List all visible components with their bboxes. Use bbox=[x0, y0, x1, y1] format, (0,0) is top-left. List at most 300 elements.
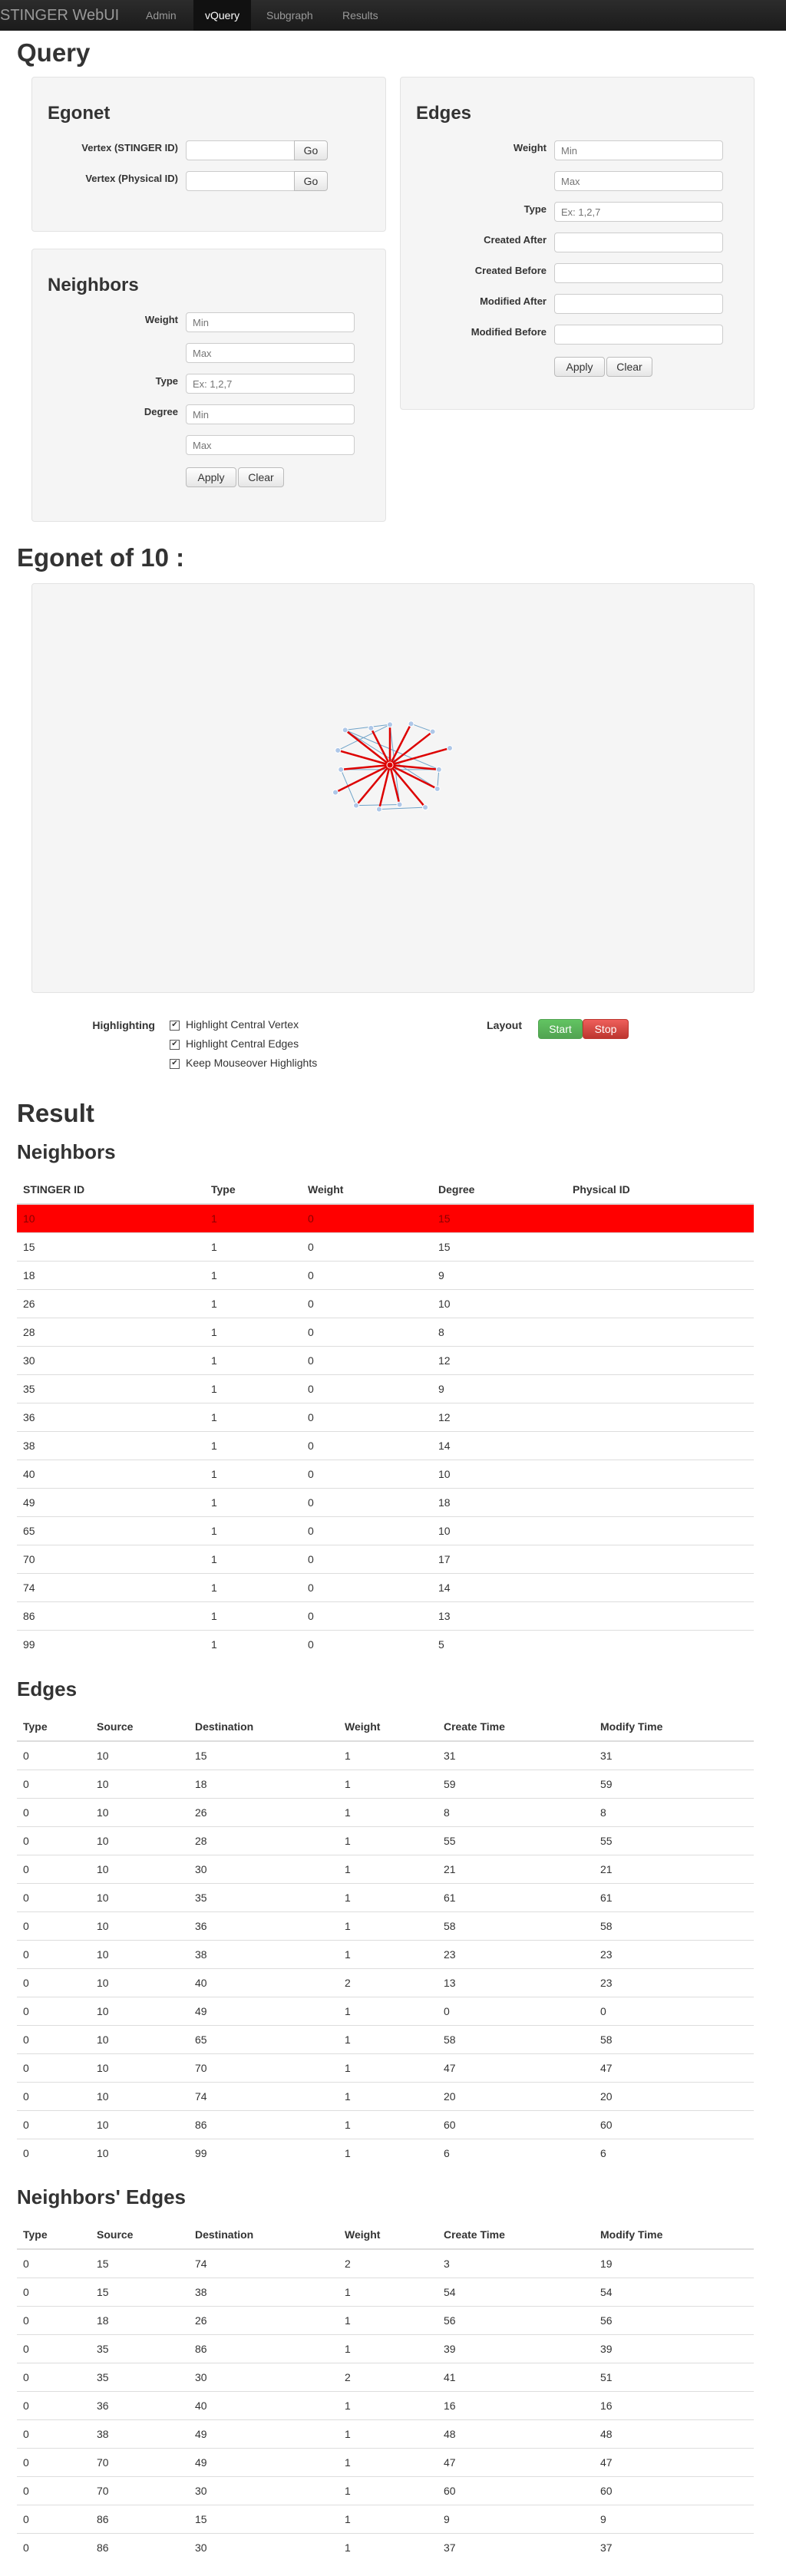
table-cell: 56 bbox=[438, 2307, 594, 2335]
highlighting-label: Highlighting bbox=[92, 1019, 155, 1031]
table-cell: 1 bbox=[339, 2335, 438, 2363]
table-cell: 65 bbox=[189, 2026, 339, 2054]
table-cell: 0 bbox=[302, 1233, 432, 1262]
table-cell: 36 bbox=[17, 1403, 205, 1432]
table-row[interactable] bbox=[17, 1517, 754, 1545]
table-cell: 1 bbox=[339, 2054, 438, 2083]
table-cell: 10 bbox=[91, 1912, 189, 1941]
table-cell: 0 bbox=[17, 2054, 91, 2083]
table-cell: 1 bbox=[339, 1770, 438, 1799]
created-before-label: Created Before bbox=[474, 265, 547, 276]
table-cell bbox=[566, 1375, 754, 1403]
table-cell: 0 bbox=[17, 2363, 91, 2392]
table-row[interactable] bbox=[17, 2420, 754, 2449]
neighbors-filter-title: Neighbors bbox=[48, 275, 139, 295]
table-row[interactable] bbox=[17, 2534, 754, 2562]
table-cell: 0 bbox=[17, 2083, 91, 2111]
table-cell: 1 bbox=[339, 2420, 438, 2449]
table-cell: 14 bbox=[432, 1432, 566, 1460]
table-cell: 26 bbox=[189, 1799, 339, 1827]
table-cell: 1 bbox=[339, 1884, 438, 1912]
column-header: Modify Time bbox=[594, 1713, 754, 1741]
edges-clear-button[interactable]: Clear bbox=[606, 357, 652, 377]
table-cell: 40 bbox=[189, 1969, 339, 1997]
column-header: Modify Time bbox=[594, 2221, 754, 2249]
column-header: Destination bbox=[189, 2221, 339, 2249]
table-row[interactable] bbox=[17, 1233, 754, 1262]
graph-node[interactable] bbox=[408, 721, 414, 727]
edges-filter-panel bbox=[400, 77, 755, 410]
table-cell: 16 bbox=[438, 2392, 594, 2420]
graph-node[interactable] bbox=[447, 745, 452, 750]
table-cell: 10 bbox=[91, 1884, 189, 1912]
edges-apply-button[interactable]: Apply bbox=[554, 357, 605, 377]
table-cell bbox=[566, 1574, 754, 1602]
table-row[interactable] bbox=[17, 1262, 754, 1290]
table-cell: 1 bbox=[339, 2026, 438, 2054]
table-cell: 18 bbox=[91, 2307, 189, 2335]
layout-start-button[interactable]: Start bbox=[538, 1019, 583, 1039]
created-before-input[interactable] bbox=[554, 263, 723, 283]
table-cell: 21 bbox=[438, 1855, 594, 1884]
table-row[interactable] bbox=[17, 2139, 754, 2168]
neighbors-degree-label: Degree bbox=[144, 406, 178, 417]
table-cell: 31 bbox=[438, 1741, 594, 1770]
table-cell: 0 bbox=[17, 1827, 91, 1855]
edges-weight-min-input[interactable] bbox=[554, 140, 723, 160]
modified-after-label: Modified After bbox=[480, 295, 547, 307]
nav-item-admin[interactable]: Admin bbox=[146, 9, 177, 21]
result-title: Result bbox=[17, 1099, 94, 1127]
edges-type-label: Type bbox=[523, 203, 547, 215]
vertex-stinger-go-button[interactable]: Go bbox=[294, 140, 328, 160]
table-cell: 10 bbox=[91, 1855, 189, 1884]
table-cell bbox=[566, 1602, 754, 1631]
table-cell: 26 bbox=[17, 1290, 205, 1318]
table-row[interactable] bbox=[17, 2505, 754, 2534]
table-cell: 60 bbox=[438, 2477, 594, 2505]
neighbors-type-label: Type bbox=[155, 375, 178, 387]
table-cell: 86 bbox=[91, 2534, 189, 2562]
neighbors-type-input[interactable] bbox=[186, 374, 355, 394]
table-cell: 74 bbox=[189, 2249, 339, 2278]
table-cell: 17 bbox=[432, 1545, 566, 1574]
table-row[interactable] bbox=[17, 2111, 754, 2139]
table-cell: 10 bbox=[91, 2083, 189, 2111]
table-row[interactable] bbox=[17, 1290, 754, 1318]
table-cell: 5 bbox=[432, 1631, 566, 1659]
table-row[interactable] bbox=[17, 1318, 754, 1347]
table-cell: 1 bbox=[205, 1290, 302, 1318]
table-cell: 1 bbox=[339, 1855, 438, 1884]
table-cell: 1 bbox=[339, 2278, 438, 2307]
graph-node[interactable] bbox=[353, 803, 358, 808]
table-cell: 30 bbox=[189, 2477, 339, 2505]
column-header: Create Time bbox=[438, 2221, 594, 2249]
vertex-physical-go-button[interactable]: Go bbox=[294, 171, 328, 191]
table-row[interactable] bbox=[17, 1432, 754, 1460]
table-row[interactable] bbox=[17, 1941, 754, 1969]
table-cell: 10 bbox=[432, 1290, 566, 1318]
neighbors-edges-result-title: Neighbors' Edges bbox=[17, 2185, 186, 2208]
table-row[interactable] bbox=[17, 2026, 754, 2054]
table-cell: 15 bbox=[432, 1233, 566, 1262]
table-row[interactable] bbox=[17, 2477, 754, 2505]
table-cell: 0 bbox=[17, 2335, 91, 2363]
table-cell: 70 bbox=[17, 1545, 205, 1574]
table-row[interactable] bbox=[17, 1741, 754, 1770]
created-after-label: Created After bbox=[484, 234, 547, 246]
central-edge bbox=[390, 731, 433, 765]
graph-canvas[interactable] bbox=[31, 583, 755, 993]
edges-weight-max-input[interactable] bbox=[554, 171, 723, 191]
table-row[interactable] bbox=[17, 2363, 754, 2392]
table-row[interactable] bbox=[17, 2335, 754, 2363]
table-cell: 0 bbox=[17, 2477, 91, 2505]
table-row[interactable] bbox=[17, 1884, 754, 1912]
table-cell: 74 bbox=[189, 2083, 339, 2111]
table-cell: 28 bbox=[17, 1318, 205, 1347]
table-cell: 9 bbox=[594, 2505, 754, 2534]
table-cell: 23 bbox=[438, 1941, 594, 1969]
table-cell: 1 bbox=[339, 2534, 438, 2562]
table-cell: 86 bbox=[189, 2335, 339, 2363]
table-cell: 1 bbox=[205, 1489, 302, 1517]
option-label: Highlight Central Vertex bbox=[186, 1018, 299, 1031]
table-cell: 60 bbox=[438, 2111, 594, 2139]
checkbox-icon[interactable]: ✔ bbox=[170, 1021, 180, 1031]
table-cell: 0 bbox=[17, 1969, 91, 1997]
graph-node[interactable] bbox=[339, 767, 344, 772]
table-cell: 40 bbox=[17, 1460, 205, 1489]
table-cell: 1 bbox=[339, 2111, 438, 2139]
table-cell: 10 bbox=[91, 1741, 189, 1770]
table-row[interactable] bbox=[17, 1347, 754, 1375]
table-cell: 19 bbox=[594, 2249, 754, 2278]
table-cell: 9 bbox=[438, 2505, 594, 2534]
modified-before-input[interactable] bbox=[554, 325, 723, 345]
query-title: Query bbox=[17, 38, 91, 67]
table-cell: 0 bbox=[17, 2420, 91, 2449]
table-row[interactable] bbox=[17, 1855, 754, 1884]
neighbors-clear-button[interactable]: Clear bbox=[238, 467, 284, 487]
table-cell: 0 bbox=[302, 1602, 432, 1631]
table-cell: 59 bbox=[594, 1770, 754, 1799]
table-cell: 38 bbox=[189, 1941, 339, 1969]
keep-mouseover-highlights-option[interactable] bbox=[170, 1057, 317, 1069]
table-row[interactable] bbox=[17, 1799, 754, 1827]
neighbors-apply-button[interactable]: Apply bbox=[186, 467, 236, 487]
table-row[interactable] bbox=[17, 1375, 754, 1403]
table-cell: 1 bbox=[339, 2477, 438, 2505]
navbar bbox=[0, 0, 786, 31]
table-cell: 65 bbox=[17, 1517, 205, 1545]
graph-node[interactable] bbox=[376, 806, 381, 812]
vertex-physical-label: Vertex (Physical ID) bbox=[85, 173, 178, 184]
graph-node[interactable] bbox=[397, 802, 402, 807]
table-cell: 14 bbox=[432, 1574, 566, 1602]
table-cell: 0 bbox=[17, 1770, 91, 1799]
graph-node[interactable] bbox=[368, 725, 374, 731]
graph-node[interactable] bbox=[342, 727, 348, 733]
table-cell: 1 bbox=[339, 1827, 438, 1855]
table-row[interactable] bbox=[17, 2449, 754, 2477]
table-cell: 1 bbox=[205, 1517, 302, 1545]
table-cell: 47 bbox=[594, 2449, 754, 2477]
central-edge bbox=[338, 750, 390, 765]
table-cell: 0 bbox=[17, 1799, 91, 1827]
table-cell bbox=[566, 1403, 754, 1432]
table-cell: 0 bbox=[17, 2139, 91, 2168]
table-cell: 35 bbox=[189, 1884, 339, 1912]
table-row[interactable] bbox=[17, 2054, 754, 2083]
neighbors-weight-min-input[interactable] bbox=[186, 312, 355, 332]
table-cell: 0 bbox=[17, 2111, 91, 2139]
table-cell: 0 bbox=[302, 1489, 432, 1517]
neighbors-degree-max-input[interactable] bbox=[186, 435, 355, 455]
neighbors-result-title: Neighbors bbox=[17, 1140, 116, 1163]
vertex-stinger-input[interactable] bbox=[186, 140, 295, 160]
checkbox-icon[interactable]: ✔ bbox=[170, 1059, 180, 1069]
layout-stop-button[interactable]: Stop bbox=[583, 1019, 629, 1039]
neighbor-edge bbox=[379, 807, 425, 809]
table-row[interactable] bbox=[17, 2392, 754, 2420]
table-cell: 54 bbox=[438, 2278, 594, 2307]
table-cell: 18 bbox=[432, 1489, 566, 1517]
table-cell: 70 bbox=[189, 2054, 339, 2083]
table-cell: 0 bbox=[302, 1375, 432, 1403]
neighbor-edge bbox=[356, 805, 400, 806]
table-cell: 99 bbox=[17, 1631, 205, 1659]
graph-node[interactable] bbox=[436, 767, 441, 772]
table-cell: 0 bbox=[17, 1941, 91, 1969]
table-cell: 10 bbox=[91, 1997, 189, 2026]
table-cell: 9 bbox=[432, 1262, 566, 1290]
table-cell: 0 bbox=[17, 1912, 91, 1941]
column-header: STINGER ID bbox=[17, 1176, 205, 1204]
table-cell: 70 bbox=[91, 2477, 189, 2505]
created-after-input[interactable] bbox=[554, 233, 723, 252]
table-cell: 6 bbox=[594, 2139, 754, 2168]
table-cell: 38 bbox=[189, 2278, 339, 2307]
table-row[interactable] bbox=[17, 2083, 754, 2111]
neighbor-edge bbox=[411, 724, 433, 731]
table-cell: 30 bbox=[189, 1855, 339, 1884]
table-cell: 1 bbox=[339, 1941, 438, 1969]
table-cell: 2 bbox=[339, 1969, 438, 1997]
option-label: Keep Mouseover Highlights bbox=[186, 1057, 318, 1069]
table-cell: 48 bbox=[438, 2420, 594, 2449]
egonet-graph[interactable] bbox=[32, 584, 754, 992]
table-cell: 0 bbox=[302, 1318, 432, 1347]
table-row[interactable] bbox=[17, 1827, 754, 1855]
table-cell: 31 bbox=[594, 1741, 754, 1770]
edges-type-input[interactable] bbox=[554, 202, 723, 222]
central-edge bbox=[371, 728, 390, 765]
table-row[interactable] bbox=[17, 1489, 754, 1517]
brand[interactable]: STINGER WebUI bbox=[0, 7, 120, 24]
table-cell: 37 bbox=[438, 2534, 594, 2562]
highlight-central-vertex-option[interactable] bbox=[170, 1018, 299, 1031]
table-cell: 16 bbox=[594, 2392, 754, 2420]
table-cell bbox=[566, 1290, 754, 1318]
neighbor-edge bbox=[345, 724, 390, 730]
table-row[interactable] bbox=[17, 1631, 754, 1659]
column-header: Weight bbox=[302, 1176, 432, 1204]
table-cell bbox=[566, 1204, 754, 1233]
table-cell: 0 bbox=[17, 2534, 91, 2562]
graph-node[interactable] bbox=[387, 762, 393, 768]
table-cell: 1 bbox=[339, 1799, 438, 1827]
table-cell: 55 bbox=[438, 1827, 594, 1855]
table-cell: 0 bbox=[17, 2026, 91, 2054]
egonet-view-title: Egonet of 10 : bbox=[17, 543, 185, 572]
table-cell: 61 bbox=[438, 1884, 594, 1912]
column-header: Type bbox=[17, 1713, 91, 1741]
highlight-central-edges-option[interactable] bbox=[170, 1037, 299, 1050]
table-cell: 0 bbox=[594, 1997, 754, 2026]
table-cell: 23 bbox=[594, 1969, 754, 1997]
table-cell: 36 bbox=[189, 1912, 339, 1941]
table-cell: 58 bbox=[594, 1912, 754, 1941]
table-cell: 10 bbox=[91, 1770, 189, 1799]
table-cell: 1 bbox=[205, 1233, 302, 1262]
table-cell: 0 bbox=[302, 1631, 432, 1659]
table-row[interactable] bbox=[17, 1574, 754, 1602]
table-row[interactable] bbox=[17, 2249, 754, 2278]
table-cell: 74 bbox=[17, 1574, 205, 1602]
table-cell bbox=[566, 1347, 754, 1375]
egonet-title: Egonet bbox=[48, 103, 111, 124]
table-cell: 70 bbox=[91, 2449, 189, 2477]
graph-node[interactable] bbox=[388, 722, 393, 727]
column-header: Source bbox=[91, 2221, 189, 2249]
table-cell: 55 bbox=[594, 1827, 754, 1855]
table-cell: 0 bbox=[17, 1884, 91, 1912]
table-cell: 36 bbox=[91, 2392, 189, 2420]
table-cell: 58 bbox=[438, 2026, 594, 2054]
nav-item-subgraph[interactable]: Subgraph bbox=[266, 9, 313, 21]
table-cell: 47 bbox=[594, 2054, 754, 2083]
table-cell: 26 bbox=[189, 2307, 339, 2335]
nav-item-vquery[interactable]: vQuery bbox=[193, 0, 251, 31]
table-cell: 30 bbox=[189, 2363, 339, 2392]
table-cell: 1 bbox=[205, 1602, 302, 1631]
graph-node[interactable] bbox=[335, 747, 341, 753]
table-cell: 47 bbox=[438, 2054, 594, 2083]
table-cell: 10 bbox=[91, 1969, 189, 1997]
graph-node[interactable] bbox=[430, 729, 435, 734]
table-cell: 0 bbox=[17, 2278, 91, 2307]
column-header: Destination bbox=[189, 1713, 339, 1741]
table-row[interactable] bbox=[17, 1770, 754, 1799]
table-cell: 58 bbox=[438, 1912, 594, 1941]
table-cell: 28 bbox=[189, 1827, 339, 1855]
table-cell: 1 bbox=[205, 1375, 302, 1403]
table-cell: 30 bbox=[189, 2534, 339, 2562]
column-header: Degree bbox=[432, 1176, 566, 1204]
table-cell: 1 bbox=[339, 2505, 438, 2534]
table-cell: 10 bbox=[432, 1517, 566, 1545]
table-row[interactable] bbox=[17, 1403, 754, 1432]
table-row[interactable] bbox=[17, 2278, 754, 2307]
table-row[interactable] bbox=[17, 1969, 754, 1997]
table-cell: 1 bbox=[205, 1460, 302, 1489]
table-cell: 35 bbox=[17, 1375, 205, 1403]
table-row[interactable] bbox=[17, 2307, 754, 2335]
table-cell: 1 bbox=[205, 1318, 302, 1347]
table-cell: 1 bbox=[339, 2139, 438, 2168]
vertex-physical-input[interactable] bbox=[186, 171, 295, 191]
table-row[interactable] bbox=[17, 1997, 754, 2026]
table-cell: 1 bbox=[205, 1432, 302, 1460]
column-header: Weight bbox=[339, 1713, 438, 1741]
table-row[interactable] bbox=[17, 1602, 754, 1631]
table-cell: 1 bbox=[339, 1741, 438, 1770]
table-cell: 10 bbox=[91, 2111, 189, 2139]
table-row[interactable] bbox=[17, 1204, 754, 1233]
table-row[interactable] bbox=[17, 1912, 754, 1941]
table-cell: 1 bbox=[205, 1403, 302, 1432]
modified-after-input[interactable] bbox=[554, 294, 723, 314]
table-cell: 99 bbox=[189, 2139, 339, 2168]
vertex-stinger-label: Vertex (STINGER ID) bbox=[81, 142, 178, 153]
table-row[interactable] bbox=[17, 1460, 754, 1489]
neighbors-filter-panel bbox=[31, 249, 386, 522]
table-cell: 10 bbox=[432, 1460, 566, 1489]
graph-node[interactable] bbox=[332, 790, 338, 795]
neighbors-weight-max-input[interactable] bbox=[186, 343, 355, 363]
table-cell bbox=[566, 1460, 754, 1489]
table-cell: 0 bbox=[302, 1517, 432, 1545]
table-cell: 1 bbox=[205, 1347, 302, 1375]
edges-weight-label: Weight bbox=[513, 142, 547, 153]
column-header: Create Time bbox=[438, 1713, 594, 1741]
table-cell bbox=[566, 1631, 754, 1659]
table-cell: 0 bbox=[302, 1545, 432, 1574]
table-cell: 59 bbox=[438, 1770, 594, 1799]
graph-node[interactable] bbox=[423, 805, 428, 810]
table-row[interactable] bbox=[17, 1545, 754, 1574]
graph-node[interactable] bbox=[434, 787, 440, 792]
table-cell: 1 bbox=[205, 1545, 302, 1574]
neighbors-weight-label: Weight bbox=[144, 314, 178, 325]
table-cell: 1 bbox=[339, 2307, 438, 2335]
table-cell: 10 bbox=[91, 2026, 189, 2054]
table-cell: 0 bbox=[17, 1855, 91, 1884]
table-cell: 15 bbox=[189, 1741, 339, 1770]
neighbors-degree-min-input[interactable] bbox=[186, 404, 355, 424]
table-cell: 10 bbox=[17, 1204, 205, 1233]
table-cell bbox=[566, 1262, 754, 1290]
table-cell: 12 bbox=[432, 1403, 566, 1432]
table-cell: 30 bbox=[17, 1347, 205, 1375]
table-cell: 0 bbox=[302, 1574, 432, 1602]
table-cell: 8 bbox=[438, 1799, 594, 1827]
table-cell: 56 bbox=[594, 2307, 754, 2335]
table-cell: 0 bbox=[302, 1403, 432, 1432]
table-cell: 2 bbox=[339, 2249, 438, 2278]
table-cell bbox=[566, 1489, 754, 1517]
nav-item-results[interactable]: Results bbox=[342, 9, 378, 21]
table-cell: 60 bbox=[594, 2477, 754, 2505]
edges-filter-title: Edges bbox=[416, 103, 472, 124]
central-edge bbox=[390, 724, 411, 765]
checkbox-icon[interactable]: ✔ bbox=[170, 1040, 180, 1050]
table-cell: 35 bbox=[91, 2335, 189, 2363]
table-cell: 38 bbox=[17, 1432, 205, 1460]
modified-before-label: Modified Before bbox=[471, 326, 547, 338]
